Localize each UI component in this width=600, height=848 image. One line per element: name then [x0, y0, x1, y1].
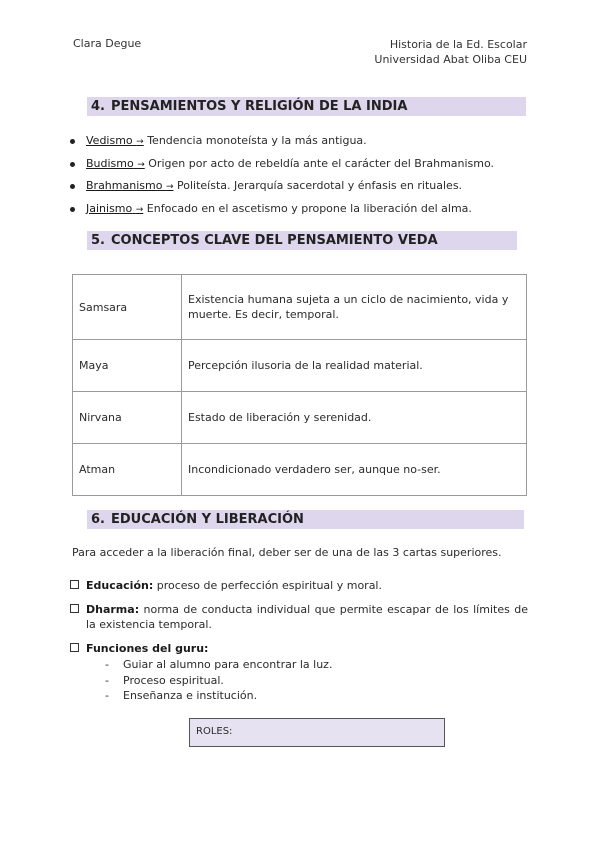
arrow-icon: →	[136, 137, 144, 147]
bullet-icon	[70, 207, 75, 212]
list-item	[70, 178, 540, 201]
definition-cell: Incondicionado verdadero ser, aunque no-ser.	[182, 444, 527, 496]
table-row	[73, 444, 527, 496]
concepts-table	[72, 274, 527, 496]
description: Enfocado en el ascetismo y propone la liberación del alma.	[143, 201, 472, 215]
check-label: Educación:	[86, 579, 154, 592]
term: Vedismo →	[86, 134, 144, 147]
check-label: Dharma:	[86, 603, 140, 616]
table-row	[73, 275, 527, 340]
guru-functions-list	[105, 657, 485, 704]
roles-label: ROLES:	[196, 726, 233, 737]
checkbox[interactable]	[70, 643, 79, 652]
religions-list	[70, 133, 540, 223]
list-item	[70, 156, 540, 179]
arrow-icon: →	[165, 182, 174, 192]
checkbox[interactable]	[70, 604, 79, 613]
header-right	[267, 37, 527, 67]
term: Jainismo →	[86, 201, 144, 215]
check-description: proceso de perfección espiritual y moral.	[153, 579, 382, 592]
list-item	[70, 133, 540, 156]
checkbox[interactable]	[70, 580, 79, 589]
section-title: CONCEPTOS CLAVE DEL PENSAMIENTO VEDA	[110, 233, 438, 248]
bullet-icon	[70, 184, 75, 189]
term: Brahmanismo →	[86, 179, 174, 192]
section-title: PENSAMIENTOS Y RELIGIÓN DE LA INDIA	[110, 99, 408, 114]
section-title: EDUCACIÓN Y LIBERACIÓN	[110, 512, 304, 527]
term-cell: Maya	[73, 340, 182, 392]
list-item: - Proceso espiritual.	[105, 673, 224, 687]
list-item	[70, 201, 540, 224]
table-row	[73, 340, 527, 392]
bullet-icon	[70, 139, 75, 144]
list-item: - Enseñanza e institución.	[105, 689, 258, 702]
section-5-heading	[87, 231, 517, 250]
course-title: Historia de la Ed. Escolar	[389, 38, 527, 51]
section-number: 5.	[91, 233, 105, 248]
dash-icon: -	[105, 658, 109, 671]
roles-box	[189, 718, 445, 747]
term-cell: Samsara	[73, 275, 182, 340]
checklist-item-guru[interactable]	[70, 641, 528, 656]
arrow-icon: →	[135, 204, 144, 215]
arrow-icon: →	[137, 159, 145, 170]
description: Origen por acto de rebeldía ante el carácter del Brahmanismo.	[144, 156, 495, 170]
section-6-heading	[87, 510, 524, 529]
intro-text: Para acceder a la liberación final, deber ser de una de las 3 cartas superiores.	[72, 546, 502, 559]
university-name: Universidad Abat Oliba CEU	[374, 53, 527, 66]
description: Politeísta. Jerarquía sacerdotal y énfasis en rituales.	[173, 179, 463, 192]
definition-cell: Percepción ilusoria de la realidad material.	[182, 340, 527, 392]
checklist-item-dharma[interactable]	[70, 602, 528, 632]
section-4-heading	[87, 97, 526, 116]
list-item: - Guiar al alumno para encontrar la luz.	[105, 658, 333, 671]
dash-icon: -	[105, 689, 109, 702]
definition-cell: Existencia humana sujeta a un ciclo de nacimiento, vida y muerte. Es decir, temporal.	[182, 275, 527, 340]
description: Tendencia monoteísta y la más antigua.	[143, 134, 367, 147]
author-name: Clara Degue	[73, 37, 142, 50]
table-row	[73, 392, 527, 444]
check-label: Funciones del guru:	[86, 642, 209, 655]
check-description: norma de conducta individual que permite escapar de los límites de la existencia temporal.	[86, 603, 528, 631]
section-number: 6.	[91, 512, 105, 527]
term-cell: Atman	[73, 444, 182, 496]
definition-cell: Estado de liberación y serenidad.	[182, 392, 527, 444]
section-number: 4.	[91, 99, 105, 114]
checklist-item-education[interactable]	[70, 578, 528, 593]
term: Budismo →	[86, 156, 145, 170]
dash-icon: -	[105, 673, 109, 687]
bullet-icon	[70, 162, 75, 167]
term-cell: Nirvana	[73, 392, 182, 444]
